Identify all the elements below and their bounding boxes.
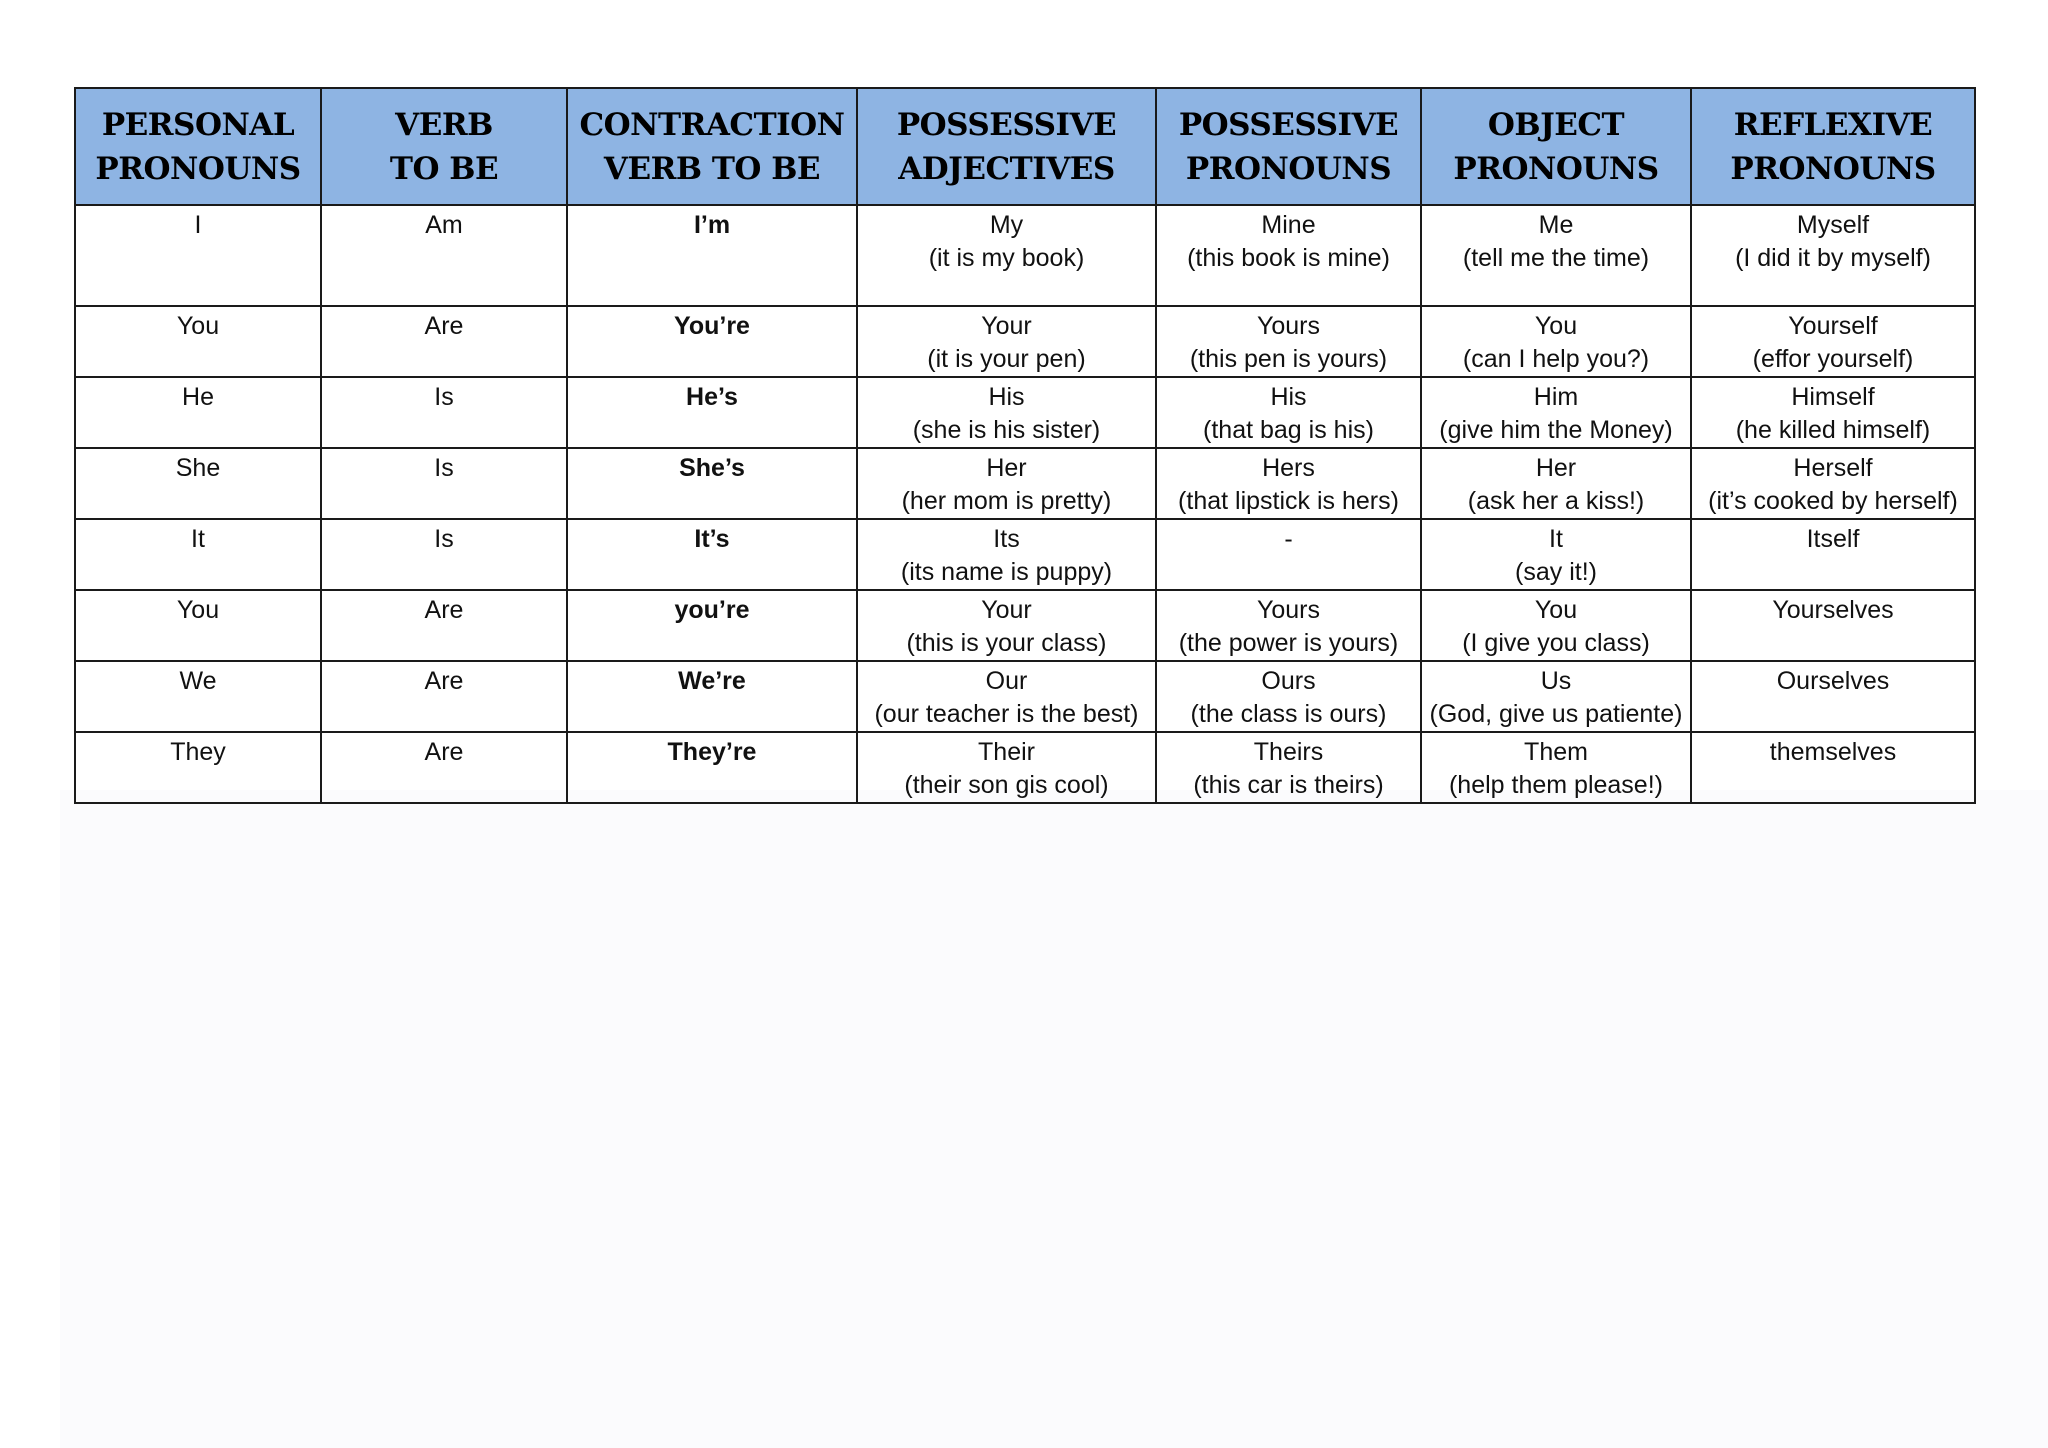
header-object-pronouns — [1421, 88, 1691, 205]
cell-text-line: (tell me the time) — [1462, 244, 1650, 272]
cell-reflexive-pronoun — [1691, 448, 1975, 519]
cell-possessive-adjective — [857, 448, 1156, 519]
cell-text-line: Him — [1533, 383, 1579, 411]
cell-text-line: Your — [981, 312, 1032, 340]
cell-text-line: It — [191, 525, 205, 553]
cell-text-line: (it is your pen) — [927, 345, 1086, 373]
cell-text-line: We — [179, 667, 217, 695]
cell-text-line: (it is my book) — [928, 244, 1085, 272]
cell-text-line: (her mom is pretty) — [901, 487, 1112, 515]
cell-possessive-pronoun — [1156, 377, 1421, 448]
cell-text-line: Their — [978, 738, 1035, 766]
cell-text-line: (that bag is his) — [1203, 416, 1374, 444]
cell-text-line: Is — [434, 454, 454, 482]
cell-text-line: Is — [434, 525, 454, 553]
page-background-shade — [60, 790, 2048, 1448]
cell-verb-to-be — [321, 377, 567, 448]
cell-object-pronoun — [1421, 732, 1691, 803]
cell-text-line: OBJECT — [1487, 106, 1625, 143]
cell-possessive-adjective — [857, 732, 1156, 803]
cell-text-line: Your — [981, 596, 1032, 624]
cell-text-line: (help them please!) — [1448, 771, 1663, 799]
cell-text-line: He’s — [686, 383, 738, 411]
cell-contraction — [567, 661, 857, 732]
cell-text-line: Yours — [1256, 596, 1320, 624]
cell-text-line: (our teacher is the best) — [874, 700, 1139, 728]
header-possessive-adjectives — [857, 88, 1156, 205]
cell-text-line: - — [1284, 525, 1293, 553]
cell-text-line: Theirs — [1253, 738, 1324, 766]
cell-object-pronoun — [1421, 590, 1691, 661]
cell-text-line: (ask her a kiss!) — [1467, 487, 1645, 515]
cell-text-line: PRONOUNS — [1730, 150, 1936, 187]
cell-text-line: I’m — [693, 211, 731, 239]
cell-text-line: Us — [1540, 667, 1572, 695]
cell-object-pronoun — [1421, 519, 1691, 590]
cell-possessive-adjective — [857, 519, 1156, 590]
cell-contraction — [567, 732, 857, 803]
cell-text-line: (say it!) — [1515, 558, 1597, 586]
cell-possessive-adjective — [857, 590, 1156, 661]
cell-text-line: Are — [424, 312, 464, 340]
cell-text-line: (the power is yours) — [1178, 629, 1399, 657]
cell-object-pronoun — [1421, 377, 1691, 448]
cell-possessive-pronoun — [1156, 519, 1421, 590]
cell-verb-to-be — [321, 661, 567, 732]
cell-text-line: Me — [1538, 211, 1574, 239]
cell-text-line: Are — [424, 596, 464, 624]
cell-text-line: Hers — [1262, 454, 1315, 482]
cell-text-line: PRONOUNS — [1185, 150, 1392, 187]
cell-reflexive-pronoun — [1691, 732, 1975, 803]
cell-possessive-adjective — [857, 377, 1156, 448]
header-possessive-pronouns — [1156, 88, 1421, 205]
cell-text-line: Is — [434, 383, 454, 411]
cell-text-line: We’re — [678, 667, 746, 695]
cell-object-pronoun — [1421, 205, 1691, 306]
table-row — [75, 205, 1975, 306]
cell-text-line: They’re — [667, 738, 757, 766]
cell-reflexive-pronoun — [1691, 205, 1975, 306]
cell-text-line: Them — [1524, 738, 1588, 766]
cell-text-line: Myself — [1796, 211, 1870, 239]
cell-text-line: It’s — [694, 525, 730, 553]
table-row — [75, 306, 1975, 377]
header-personal-pronouns — [75, 88, 321, 205]
table-row — [75, 732, 1975, 803]
cell-text-line: Am — [425, 211, 463, 239]
cell-text-line: Yourself — [1788, 312, 1878, 340]
header-reflexive-pronouns — [1691, 88, 1975, 205]
cell-text-line: (I give you class) — [1462, 629, 1650, 657]
cell-text-line: PRONOUNS — [95, 150, 301, 187]
cell-contraction — [567, 205, 857, 306]
cell-reflexive-pronoun — [1691, 377, 1975, 448]
cell-text-line: PRONOUNS — [1453, 150, 1659, 187]
cell-text-line: Ours — [1261, 667, 1316, 695]
cell-reflexive-pronoun — [1691, 306, 1975, 377]
cell-text-line: you’re — [674, 596, 750, 624]
cell-text-line: Her — [986, 454, 1027, 482]
cell-text-line: Yours — [1256, 312, 1320, 340]
cell-text-line: themselves — [1769, 738, 1897, 766]
cell-reflexive-pronoun — [1691, 590, 1975, 661]
cell-text-line: (it’s cooked by herself) — [1708, 487, 1958, 515]
table-row — [75, 377, 1975, 448]
cell-text-line: You’re — [674, 312, 750, 340]
cell-personal-pronoun — [75, 732, 321, 803]
cell-text-line: VERB TO BE — [603, 150, 821, 187]
cell-possessive-pronoun — [1156, 732, 1421, 803]
cell-text-line: Himself — [1791, 383, 1875, 411]
cell-text-line: His — [1270, 383, 1307, 411]
table-row — [75, 590, 1975, 661]
cell-text-line: PERSONAL — [101, 106, 295, 143]
cell-personal-pronoun — [75, 661, 321, 732]
cell-text-line: TO BE — [389, 150, 499, 187]
cell-text-line: Yourselves — [1772, 596, 1894, 624]
cell-text-line: You — [1534, 312, 1578, 340]
cell-text-line: CONTRACTION — [579, 106, 845, 143]
cell-text-line: (this pen is yours) — [1189, 345, 1388, 373]
cell-contraction — [567, 519, 857, 590]
cell-text-line: She — [175, 454, 221, 482]
cell-reflexive-pronoun — [1691, 661, 1975, 732]
cell-verb-to-be — [321, 205, 567, 306]
cell-text-line: You — [176, 596, 220, 624]
cell-text-line: (can I help you?) — [1462, 345, 1650, 373]
cell-text-line: He — [182, 383, 214, 411]
cell-text-line: (she is his sister) — [912, 416, 1101, 444]
table-row — [75, 448, 1975, 519]
cell-object-pronoun — [1421, 448, 1691, 519]
cell-text-line: Its — [993, 525, 1020, 553]
cell-text-line: (this is your class) — [906, 629, 1107, 657]
cell-text-line: (I did it by myself) — [1735, 244, 1931, 272]
cell-personal-pronoun — [75, 377, 321, 448]
cell-text-line: Herself — [1793, 454, 1873, 482]
cell-possessive-adjective — [857, 205, 1156, 306]
cell-verb-to-be — [321, 519, 567, 590]
cell-text-line: Mine — [1261, 211, 1316, 239]
cell-text-line: POSSESSIVE — [1178, 106, 1399, 143]
cell-text-line: She’s — [679, 454, 745, 482]
cell-text-line: His — [988, 383, 1025, 411]
cell-text-line: Itself — [1806, 525, 1860, 553]
cell-text-line: (this book is mine) — [1187, 244, 1390, 272]
cell-possessive-pronoun — [1156, 661, 1421, 732]
cell-text-line: You — [176, 312, 220, 340]
cell-text-line: My — [989, 211, 1024, 239]
header-verb-to-be — [321, 88, 567, 205]
cell-personal-pronoun — [75, 448, 321, 519]
cell-text-line: (that lipstick is hers) — [1178, 487, 1399, 515]
cell-text-line: Our — [985, 667, 1028, 695]
cell-text-line: Her — [1535, 454, 1577, 482]
cell-text-line: (the class is ours) — [1190, 700, 1387, 728]
cell-text-line: Ourselves — [1776, 667, 1890, 695]
cell-verb-to-be — [321, 590, 567, 661]
cell-possessive-adjective — [857, 661, 1156, 732]
cell-verb-to-be — [321, 448, 567, 519]
table-row — [75, 519, 1975, 590]
cell-personal-pronoun — [75, 590, 321, 661]
cell-text-line: It — [1549, 525, 1563, 553]
cell-possessive-pronoun — [1156, 306, 1421, 377]
cell-text-line: REFLEXIVE — [1733, 106, 1933, 143]
cell-text-line: (give him the Money) — [1439, 416, 1673, 444]
cell-text-line: (their son gis cool) — [904, 771, 1109, 799]
cell-contraction — [567, 306, 857, 377]
pronouns-table — [74, 87, 1976, 804]
cell-text-line: They — [170, 738, 226, 766]
cell-possessive-pronoun — [1156, 590, 1421, 661]
cell-contraction — [567, 377, 857, 448]
cell-contraction — [567, 590, 857, 661]
cell-object-pronoun — [1421, 306, 1691, 377]
cell-reflexive-pronoun — [1691, 519, 1975, 590]
cell-text-line: (God, give us patiente) — [1429, 700, 1683, 728]
cell-text-line: (its name is puppy) — [900, 558, 1113, 586]
cell-text-line: I — [194, 211, 202, 239]
cell-verb-to-be — [321, 732, 567, 803]
cell-possessive-pronoun — [1156, 448, 1421, 519]
cell-object-pronoun — [1421, 661, 1691, 732]
table-row — [75, 661, 1975, 732]
cell-possessive-pronoun — [1156, 205, 1421, 306]
cell-text-line: VERB — [395, 106, 493, 143]
cell-text-line: (this car is theirs) — [1193, 771, 1384, 799]
cell-text-line: POSSESSIVE — [896, 106, 1117, 143]
header-contraction-verb-to-be — [567, 88, 857, 205]
cell-personal-pronoun — [75, 306, 321, 377]
cell-text-line: You — [1534, 596, 1578, 624]
cell-text-line: ADJECTIVES — [898, 150, 1115, 187]
cell-verb-to-be — [321, 306, 567, 377]
cell-text-line: Are — [424, 738, 464, 766]
cell-personal-pronoun — [75, 519, 321, 590]
cell-text-line: Are — [424, 667, 464, 695]
cell-contraction — [567, 448, 857, 519]
table-header-row — [75, 88, 1975, 205]
cell-personal-pronoun — [75, 205, 321, 306]
cell-possessive-adjective — [857, 306, 1156, 377]
cell-text-line: (effor yourself) — [1752, 345, 1914, 373]
cell-text-line: (he killed himself) — [1735, 416, 1931, 444]
